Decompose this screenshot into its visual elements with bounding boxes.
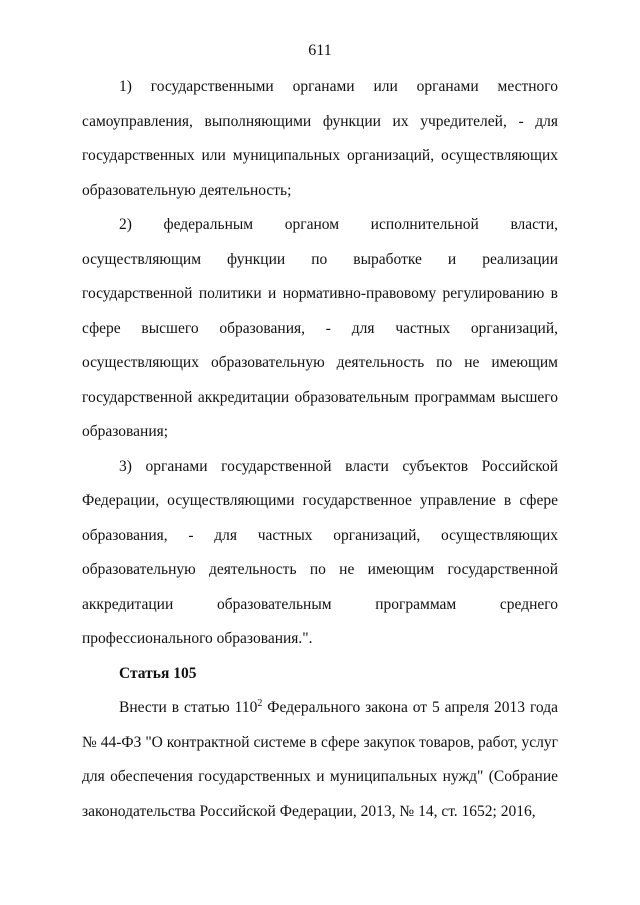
article-superscript: 2 [257, 697, 263, 709]
article-intro-start: Внести в статью 110 [119, 699, 258, 716]
article-heading: Статья 105 [119, 664, 197, 682]
paragraph-item-2: 2) федеральным органом исполнительной власти, осуществляющим функции по выработке и реализации государственной политики и нормативно-правовому регулированию в сфере высшего образования, - для частных организаций, осуществляющих образовательную деятельность по не имеющим государственной аккредитации образовательным программам высшего образования; [82, 216, 558, 440]
paragraph-item-3: 3) органами государственной власти субъектов Российской Федерации, осуществляющими государственное управление в сфере образования, - для частных организаций, осуществляющих образовательную деятельность по не имеющим государственной аккредитации образовательным программам среднего профессионального образования.". [82, 457, 558, 647]
article-intro-paragraph [82, 691, 558, 829]
paragraph-item-1: 1) государственными органами или органами местного самоуправления, выполняющими функции их учредителей, - для государственных или муниципальных организаций, осуществляющих образовательную деятельность; [82, 78, 558, 199]
document-body [82, 70, 558, 829]
article-intro-rest: Федерального закона от 5 апреля 2013 года № 44-ФЗ "О контрактной системе в сфере закупок товаров, работ, услуг для обеспечения государственных и муниципальных нужд" (Собрание законодательства Российской Федерации, 2013, № 14, ст. 1652; 2016, [82, 699, 558, 820]
page-number: 611 [308, 42, 332, 59]
